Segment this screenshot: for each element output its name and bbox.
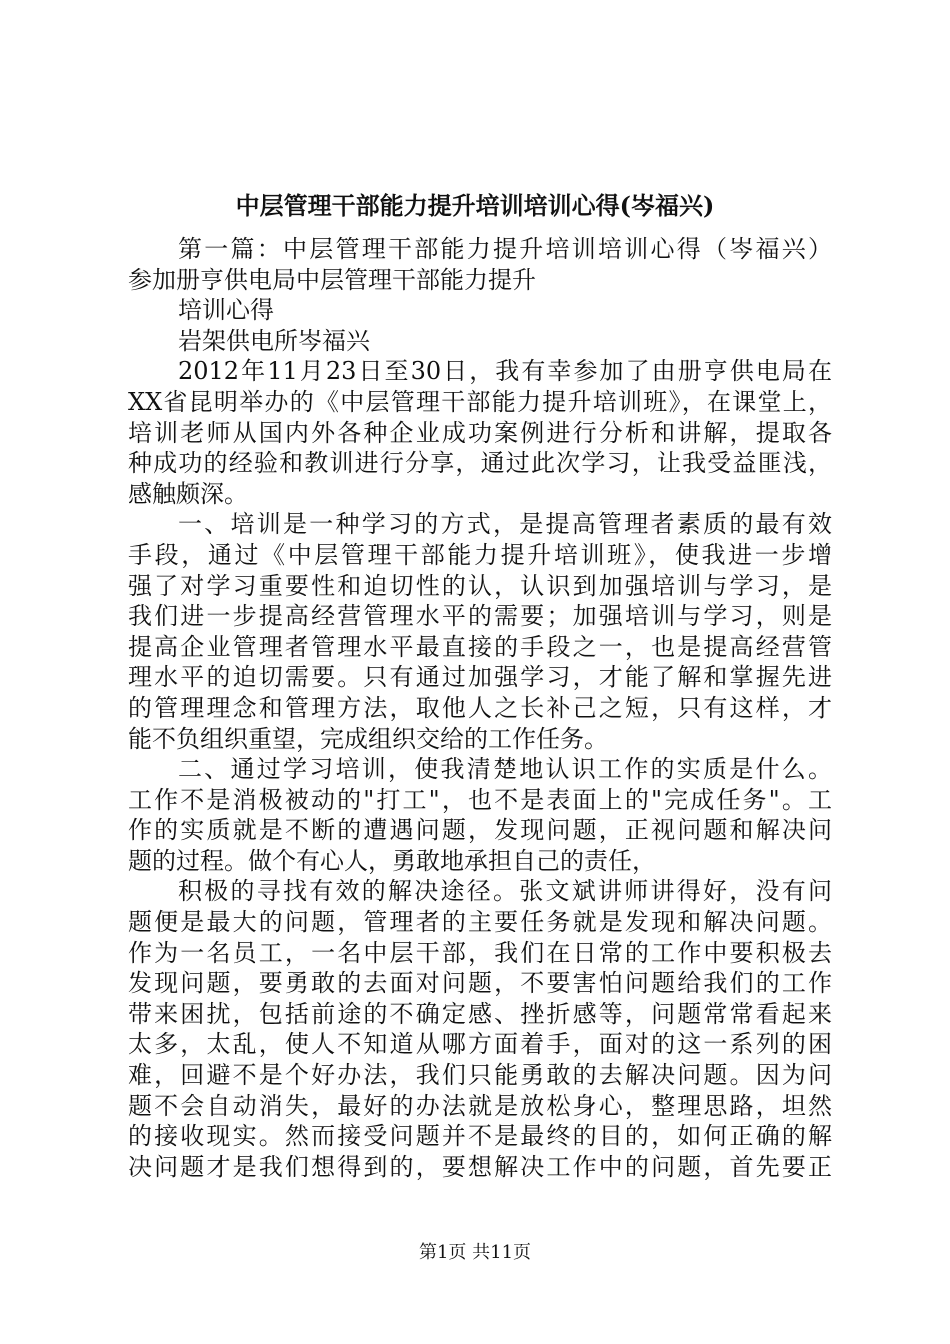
- body-text-line: 难，回避不是个好办法，我们只能勇敢的去解决问题。因为问: [128, 1061, 832, 1090]
- body-text-line: XX省昆明举办的《中层管理干部能力提升培训班》，在课堂上，: [128, 387, 832, 416]
- body-text-line: 一、培训是一种学习的方式，是提高管理者素质的最有效: [178, 510, 832, 539]
- body-text-line: 第一篇：中层管理干部能力提升培训培训心得（岑福兴）: [178, 235, 832, 263]
- body-text-line: 题不会自动消失，最好的办法就是放松身心，整理思路，坦然: [128, 1091, 832, 1120]
- body-text-line: 提高企业管理者管理水平最直接的手段之一，也是提高经营管: [128, 632, 832, 661]
- document-body: [128, 234, 832, 1182]
- body-text-line: 参加册亨供电局中层管理干部能力提升: [128, 265, 536, 294]
- body-text-line: 题便是最大的问题，管理者的主要任务就是发现和解决问题。: [128, 908, 832, 937]
- body-text-line: 的管理理念和管理方法，取他人之长补己之短，只有这样，才: [128, 693, 832, 722]
- body-text-line: 我们进一步提高经营管理水平的需要；加强培训与学习，则是: [128, 602, 832, 631]
- body-text-line: 理水平的迫切需要。只有通过加强学习，才能了解和掌握先进: [128, 663, 832, 692]
- body-text-line: 发现问题，要勇敢的去面对问题，不要害怕问题给我们的工作: [128, 969, 832, 998]
- body-text-line: 积极的寻找有效的解决途径。张文斌讲师讲得好，没有问: [178, 877, 832, 906]
- body-text-line: 强了对学习重要性和迫切性的认，认识到加强培训与学习，是: [128, 571, 832, 600]
- body-text-line: 手段，通过《中层管理干部能力提升培训班》，使我进一步增: [128, 540, 832, 569]
- body-text-line: 能不负组织重望，完成组织交给的工作任务。: [128, 724, 608, 753]
- document-title: 中层管理干部能力提升培训培训心得(岑福兴): [235, 191, 715, 220]
- body-text-line: 带来困扰，包括前途的不确定感、挫折感等，问题常常看起来: [128, 999, 832, 1028]
- body-text-line: 的接收现实。然而接受问题并不是最终的目的，如何正确的解: [128, 1122, 832, 1151]
- body-text-line: 培训老师从国内外各种企业成功案例进行分析和讲解，提取各: [128, 418, 832, 447]
- body-text-line: 培训心得: [178, 296, 274, 325]
- body-text-line: 决问题才是我们想得到的，要想解决工作中的问题，首先要正: [128, 1152, 832, 1181]
- body-text-line: 感触颇深。: [128, 479, 248, 508]
- body-text-line: 题的过程。做个有心人，勇敢地承担自己的责任，: [128, 846, 656, 875]
- body-text-line: 作为一名员工，一名中层干部，我们在日常的工作中要积极去: [128, 938, 832, 967]
- body-text-line: 工作不是消极被动的"打工"，也不是表面上的"完成任务"。工: [128, 785, 832, 814]
- body-text-line: 种成功的经验和教训进行分享，通过此次学习，让我受益匪浅，: [128, 449, 832, 478]
- page-footer: 第1页 共11页: [418, 1242, 532, 1263]
- body-text-line: 2012年11月23日至30日，我有幸参加了由册亨供电局在: [178, 357, 832, 386]
- body-text-line: 岩架供电所岑福兴: [178, 326, 370, 355]
- body-text-line: 二、通过学习培训，使我清楚地认识工作的实质是什么。: [178, 755, 832, 784]
- body-text-line: 作的实质就是不断的遭遇问题，发现问题，正视问题和解决问: [128, 816, 832, 845]
- body-text-line: 太多，太乱，使人不知道从哪方面着手，面对的这一系列的困: [128, 1030, 832, 1059]
